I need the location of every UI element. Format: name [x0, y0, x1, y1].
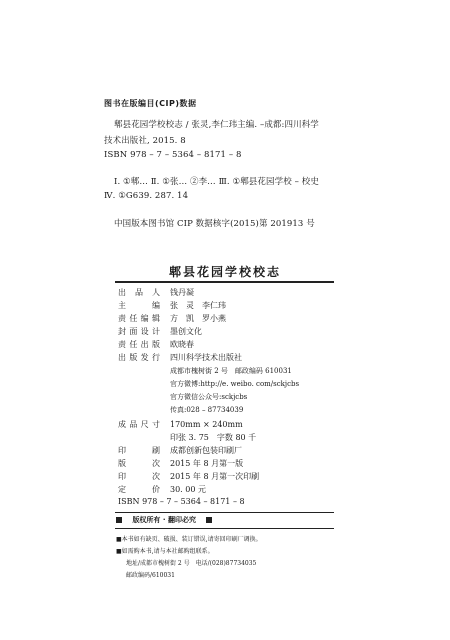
credit-row: 出版发行 四川科学技术出版社	[118, 353, 242, 362]
spec-row: 版次 2015 年 8 月第一版	[118, 459, 244, 468]
note-defects: ■本书如有缺页、破损、装订错误,请寄回印刷厂调换。	[116, 536, 262, 543]
square-icon	[206, 517, 212, 523]
credit-row: 责任出版 欧晓春	[118, 340, 194, 349]
credit-row: 主编 张 灵 李仁玮	[118, 301, 226, 310]
rights-text: 版权所有 · 翻印必究	[132, 516, 196, 524]
book-title: 郫县花园学校校志	[168, 265, 281, 279]
note-purchase: ■如需购本书,请与本社邮购组联系。	[116, 548, 214, 555]
credit-row: 封面设计 墨创文化	[118, 327, 202, 336]
publisher-address: 成都市槐树街 2 号 邮政编码 610031	[170, 367, 292, 375]
cip-approval-number: 中国版本图书馆 CIP 数据核字(2015)第 201913 号	[114, 219, 315, 229]
rights-banner	[116, 515, 212, 525]
cip-publisher-line: 技术出版社, 2015. 8	[104, 136, 186, 146]
isbn-bottom: ISBN 978 – 7 – 5364 – 8171 – 8	[118, 497, 245, 506]
spec-row: 成品尺寸 170mm × 240mm	[118, 420, 243, 429]
spec-row: 印刷 成都创新包装印刷厂	[118, 446, 242, 455]
cip-heading: 图书在版编目(CIP)数据	[104, 99, 197, 108]
spec-row: 定价 30. 00 元	[118, 485, 206, 494]
publisher-wechat: 官方微信公众号:sckjcbs	[170, 393, 248, 401]
note-address: 地址/成都市槐树街 2 号 电话/(028)87734035	[126, 560, 257, 567]
cip-classification: Ⅳ. ①G639. 287. 14	[104, 191, 189, 201]
rights-top-rule	[115, 512, 334, 513]
publisher-fax: 传真:028 – 87734039	[170, 406, 244, 414]
cip-title-line: 郫县花园学校校志 / 张灵,李仁玮主编. –成都:四川科学	[114, 120, 319, 130]
square-icon	[116, 517, 122, 523]
note-postcode: 邮政编码/610031	[126, 572, 175, 579]
title-rule	[115, 281, 334, 283]
credit-row: 责任编辑 方 凯 罗小燕	[118, 314, 226, 323]
spec-row: 印次 2015 年 8 月第一次印刷	[118, 472, 260, 481]
publisher-weibo: 官方微博:http://e. weibo. com/sckjcbs	[170, 380, 300, 388]
credit-row: 出品人 钱丹凝	[118, 288, 194, 297]
rights-bottom-rule	[115, 528, 334, 529]
cip-isbn: ISBN 978 – 7 – 5364 – 8171 – 8	[104, 150, 242, 160]
cip-subject-line: Ⅰ. ①郫… Ⅱ. ①张… ②李… Ⅲ. ①郫县花园学校 – 校史	[114, 177, 319, 187]
spec-row: 印张 3. 75 字数 80 千	[170, 433, 257, 442]
